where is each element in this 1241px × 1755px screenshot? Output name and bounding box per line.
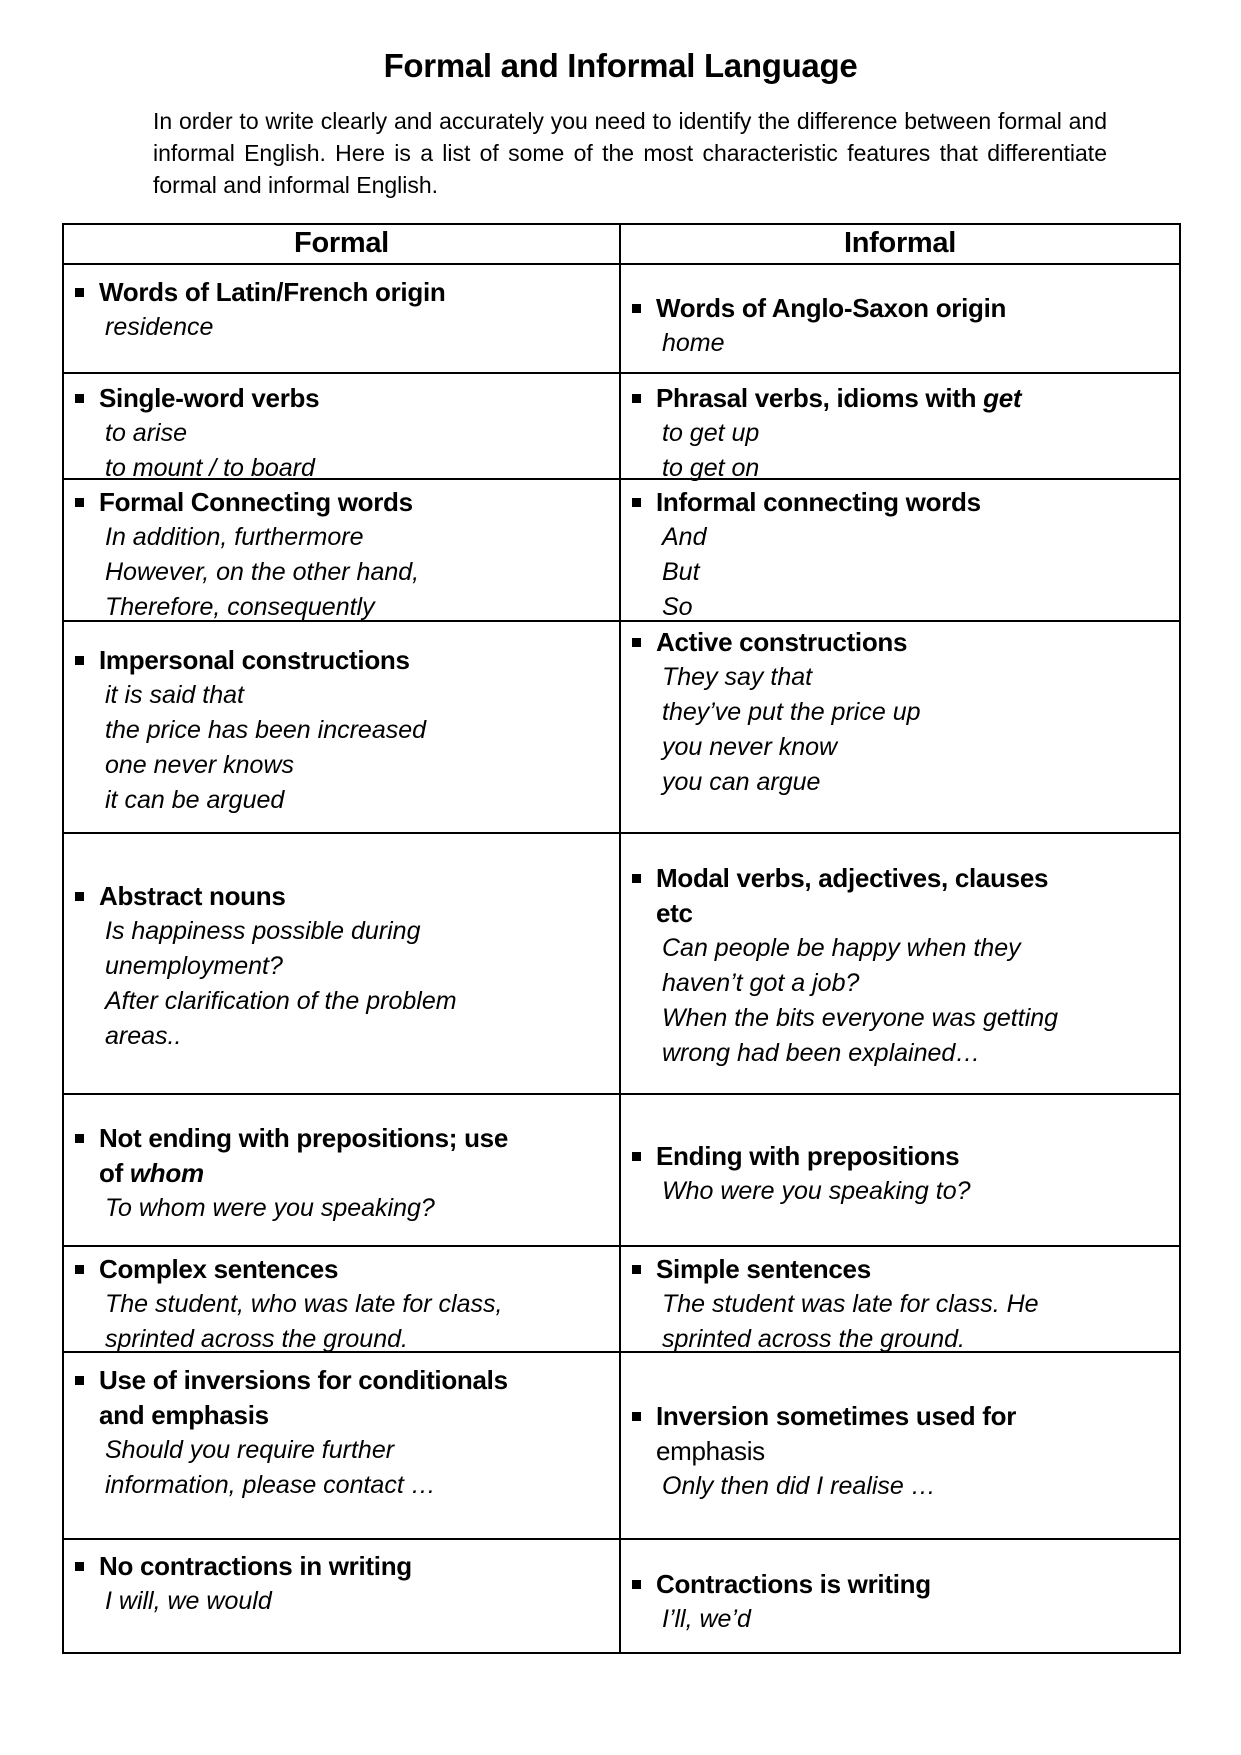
informal-cell: [621, 1095, 1179, 1245]
comparison-table: [62, 223, 1181, 1654]
heading-line: [656, 381, 1169, 416]
feature-item: [75, 643, 609, 678]
heading-line: [99, 1156, 609, 1191]
feature-heading: [656, 1567, 1169, 1602]
heading-line: [656, 625, 1169, 660]
feature-item: [75, 1121, 609, 1191]
example-list: [662, 931, 1169, 1071]
heading-segment: Words of Latin/French origin: [99, 277, 446, 307]
example-list: [105, 1433, 609, 1503]
table-row: [64, 265, 1179, 374]
table-row: [64, 1247, 1179, 1353]
feature-heading: [99, 643, 609, 678]
example-line: Therefore, consequently: [105, 593, 375, 621]
feature-heading: [99, 275, 609, 310]
example-line: it is said that: [105, 681, 244, 709]
heading-line: [656, 485, 1169, 520]
feature-item: [75, 879, 609, 914]
example-line: to arise: [105, 419, 187, 447]
square-bullet-icon: [75, 1376, 84, 1385]
example-line: sprinted across the ground.: [105, 1325, 408, 1353]
example-line: And: [662, 523, 707, 551]
square-bullet-icon: [75, 288, 84, 297]
feature-item: [632, 485, 1169, 520]
feature-item: [75, 1252, 609, 1287]
feature-heading: [99, 1363, 609, 1433]
feature-heading: [99, 381, 609, 416]
example-list: [662, 416, 1169, 486]
example-list: [662, 1174, 1169, 1209]
formal-cell: [64, 265, 621, 372]
heading-segment: Abstract nouns: [99, 881, 286, 911]
heading-line: [99, 879, 609, 914]
heading-line: [99, 275, 609, 310]
formal-cell: [64, 480, 621, 620]
feature-heading: [99, 1252, 609, 1287]
example-list: [662, 1602, 1169, 1637]
heading-line: [656, 861, 1169, 896]
feature-item: [75, 1549, 609, 1584]
square-bullet-icon: [632, 874, 641, 883]
heading-line: [656, 291, 1169, 326]
heading-line: [99, 485, 609, 520]
heading-segment: emphasis: [656, 1436, 765, 1466]
example-list: [105, 1287, 609, 1357]
feature-item: [632, 1567, 1169, 1602]
example-line: Is happiness possible during: [105, 917, 421, 945]
feature-item: [632, 291, 1169, 326]
example-line: residence: [105, 313, 214, 341]
heading-segment: Active constructions: [656, 627, 908, 657]
example-line: I’ll, we’d: [662, 1605, 751, 1633]
intro-paragraph: In order to write clearly and accurately you need to identify the difference between formal and informal English. Here is a list of some of the most characteristic features that differentiate formal and informal English.: [153, 108, 1107, 198]
example-line: one never knows: [105, 751, 295, 779]
feature-item: [632, 861, 1169, 931]
heading-line: [99, 1252, 609, 1287]
heading-segment: Single-word verbs: [99, 383, 320, 413]
heading-segment: Inversion sometimes used for: [656, 1401, 1017, 1431]
heading-line: [99, 381, 609, 416]
example-line: to get on: [662, 454, 760, 482]
example-line: you never know: [662, 733, 838, 761]
square-bullet-icon: [75, 498, 84, 507]
feature-item: [632, 381, 1169, 416]
heading-line: [656, 1567, 1169, 1602]
example-line: Should you require further: [105, 1436, 395, 1464]
feature-item: [632, 1252, 1169, 1287]
table-row: [64, 834, 1179, 1095]
square-bullet-icon: [632, 498, 641, 507]
example-line: Who were you speaking to?: [662, 1177, 971, 1205]
feature-item: [75, 485, 609, 520]
square-bullet-icon: [632, 638, 641, 647]
heading-segment: No contractions in writing: [99, 1551, 412, 1581]
heading-segment: Modal verbs, adjectives, clauses: [656, 863, 1049, 893]
table-row: [64, 374, 1179, 480]
example-list: [105, 310, 609, 345]
heading-segment: Not ending with prepositions; use: [99, 1123, 508, 1153]
formal-column-header: Formal: [64, 225, 621, 263]
example-line: information, please contact …: [105, 1471, 436, 1499]
example-line: To whom were you speaking?: [105, 1194, 435, 1222]
heading-segment: and emphasis: [99, 1400, 269, 1430]
example-line: you can argue: [662, 768, 821, 796]
informal-cell: [621, 374, 1179, 482]
feature-item: [75, 381, 609, 416]
example-line: home: [662, 329, 725, 357]
feature-heading: [656, 485, 1169, 520]
example-line: The student was late for class. He: [662, 1290, 1039, 1318]
example-list: [105, 1191, 609, 1226]
example-line: So: [662, 593, 693, 621]
heading-line: [656, 1434, 1169, 1469]
example-line: they’ve put the price up: [662, 698, 921, 726]
example-list: [105, 520, 609, 625]
example-line: When the bits everyone was getting: [662, 1004, 1059, 1032]
heading-segment: Phrasal verbs, idioms with: [656, 383, 984, 413]
heading-line: [656, 1139, 1169, 1174]
square-bullet-icon: [632, 394, 641, 403]
feature-item: [632, 1399, 1169, 1469]
heading-line: [99, 643, 609, 678]
example-line: it can be argued: [105, 786, 285, 814]
feature-heading: [656, 861, 1169, 931]
example-line: sprinted across the ground.: [662, 1325, 965, 1353]
feature-heading: [656, 1252, 1169, 1287]
formal-cell: [64, 1247, 621, 1351]
example-list: [105, 1584, 609, 1619]
table-row: [64, 1540, 1179, 1652]
example-list: [662, 660, 1169, 800]
informal-cell: [621, 265, 1179, 372]
example-line: In addition, furthermore: [105, 523, 364, 551]
example-line: haven’t got a job?: [662, 969, 860, 997]
example-line: Only then did I realise …: [662, 1472, 936, 1500]
heading-segment: Informal connecting words: [656, 487, 981, 517]
table-row: [64, 1095, 1179, 1247]
heading-segment: Words of Anglo-Saxon origin: [656, 293, 1007, 323]
square-bullet-icon: [75, 1265, 84, 1274]
feature-item: [632, 1139, 1169, 1174]
table-row: [64, 1353, 1179, 1540]
example-list: [662, 1287, 1169, 1357]
heading-segment: Impersonal constructions: [99, 645, 410, 675]
example-list: [662, 326, 1169, 361]
heading-segment: Contractions is writing: [656, 1569, 931, 1599]
feature-heading: [656, 381, 1169, 416]
example-line: the price has been increased: [105, 716, 427, 744]
example-list: [662, 1469, 1169, 1504]
feature-heading: [656, 1139, 1169, 1174]
heading-line: [99, 1549, 609, 1584]
example-line: But: [662, 558, 700, 586]
square-bullet-icon: [75, 1134, 84, 1143]
informal-column-header: Informal: [844, 227, 956, 259]
table-body: [64, 265, 1179, 1652]
informal-cell: [621, 1540, 1179, 1652]
feature-item: [75, 275, 609, 310]
example-line: to mount / to board: [105, 454, 315, 482]
heading-segment: Ending with prepositions: [656, 1141, 960, 1171]
example-line: They say that: [662, 663, 813, 691]
heading-segment: of: [99, 1158, 130, 1188]
feature-item: [632, 625, 1169, 660]
feature-heading: [656, 625, 1169, 660]
informal-cell: [621, 622, 1179, 832]
heading-line: [656, 896, 1169, 931]
feature-heading: [656, 291, 1169, 326]
example-line: I will, we would: [105, 1587, 272, 1615]
heading-line: [99, 1121, 609, 1156]
formal-cell: [64, 1540, 621, 1652]
example-list: [662, 520, 1169, 625]
informal-cell: [621, 834, 1179, 1093]
heading-line: [99, 1398, 609, 1433]
formal-cell: [64, 622, 621, 832]
heading-line: [99, 1363, 609, 1398]
example-list: [105, 416, 609, 486]
square-bullet-icon: [75, 394, 84, 403]
heading-segment: etc: [656, 898, 693, 928]
formal-cell: [64, 834, 621, 1093]
square-bullet-icon: [632, 1265, 641, 1274]
feature-heading: [656, 1399, 1169, 1469]
formal-cell: [64, 1095, 621, 1245]
feature-heading: [99, 1549, 609, 1584]
heading-segment: Use of inversions for conditionals: [99, 1365, 508, 1395]
square-bullet-icon: [75, 656, 84, 665]
square-bullet-icon: [75, 1562, 84, 1571]
heading-segment: Formal Connecting words: [99, 487, 413, 517]
table-row: [64, 480, 1179, 622]
example-line: However, on the other hand,: [105, 558, 420, 586]
example-line: unemployment?: [105, 952, 283, 980]
heading-segment: get: [983, 383, 1022, 413]
example-line: areas..: [105, 1022, 182, 1050]
informal-cell: [621, 1247, 1179, 1351]
feature-heading: [99, 485, 609, 520]
heading-segment: whom: [129, 1158, 204, 1188]
feature-heading: [99, 879, 609, 914]
square-bullet-icon: [632, 1152, 641, 1161]
square-bullet-icon: [632, 1580, 641, 1589]
heading-line: [656, 1399, 1169, 1434]
example-list: [105, 914, 609, 1054]
informal-cell: [621, 480, 1179, 620]
heading-segment: Complex sentences: [99, 1254, 339, 1284]
formal-cell: [64, 374, 621, 482]
example-line: wrong had been explained…: [662, 1039, 981, 1067]
square-bullet-icon: [75, 892, 84, 901]
table-row: [64, 622, 1179, 834]
example-list: [105, 678, 609, 818]
example-line: After clarification of the problem: [105, 987, 457, 1015]
square-bullet-icon: [632, 304, 641, 313]
table-header-row: [64, 225, 1179, 265]
feature-item: [75, 1363, 609, 1433]
heading-line: [656, 1252, 1169, 1287]
feature-heading: [99, 1121, 609, 1191]
example-line: Can people be happy when they: [662, 934, 1021, 962]
informal-cell: [621, 1353, 1179, 1538]
page-title: Formal and Informal Language: [383, 47, 858, 84]
square-bullet-icon: [632, 1412, 641, 1421]
formal-cell: [64, 1353, 621, 1538]
example-line: to get up: [662, 419, 760, 447]
example-line: The student, who was late for class,: [105, 1290, 503, 1318]
heading-segment: Simple sentences: [656, 1254, 871, 1284]
